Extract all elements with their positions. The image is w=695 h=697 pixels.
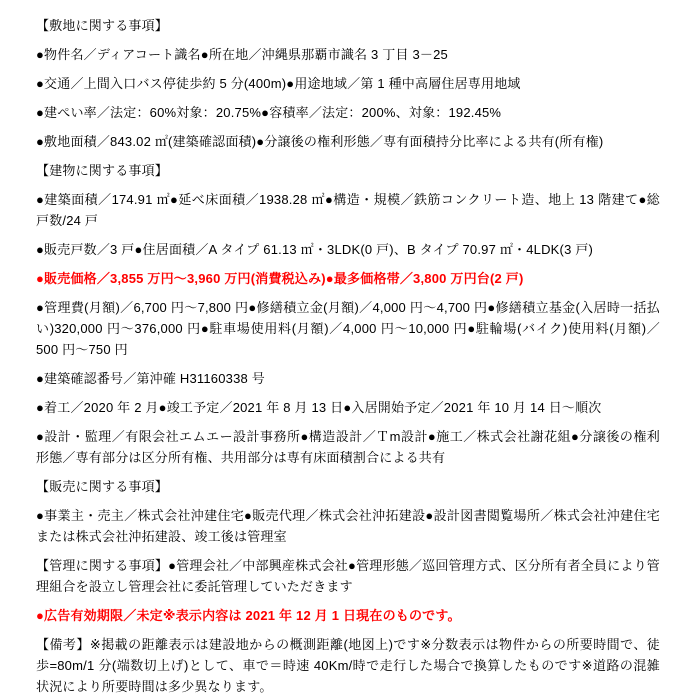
line-design-construction-rights: ●設計・監理／有限会社エムエー設計事務所●構造設計／Ｔm設計●施工／株式会社謝花組●分譲後の権利形態／専有部分は区分所有権、共用部分は専有床面積割合による共有: [36, 429, 660, 465]
line-sales-price: ●販売価格／3,855 万円～3,960 万円(消費税込み)●最多価格帯／3,800 万円台(2 戸): [36, 271, 524, 286]
line-ad-validity: ●広告有効期限／未定※表示内容は 2021 年 12 月 1 日現在のものです。: [36, 608, 461, 623]
line-coverage-floor-ratio: ●建ぺい率／法定：60%対象：20.75%●容積率／法定：200%、対象：192.45%: [36, 105, 502, 120]
line-construction-schedule: ●着工／2020 年 2 月●竣工予定／2021 年 8 月 13 日●入居開始予定／2021 年 10 月 14 日～順次: [36, 400, 602, 415]
line-site-area-rights: ●敷地面積／843.02 ㎡(建築確認面積)●分譲後の権利形態／専有面積持分比率による共有(所有権): [36, 134, 604, 149]
section-heading-site: 【敷地に関する事項】: [36, 18, 169, 33]
line-transport-zoning: ●交通／上間入口バス停徒歩約 5 分(400m)●用途地域／第 1 種中高層住居専用地域: [36, 76, 521, 91]
line-management-company: 【管理に関する事項】●管理会社／中部興産株式会社●管理形態／巡回管理方式、区分所有者全員により管理組合を設立し管理会社に委託管理していただきます: [36, 558, 660, 594]
line-units-floor-plans: ●販売戸数／3 戸●住居面積／A タイプ 61.13 ㎡・3LDK(0 戸)、B タイプ 70.97 ㎡・4LDK(3 戸): [36, 242, 594, 257]
line-management-fees: ●管理費(月額)／6,700 円～7,800 円●修繕積立金(月額)／4,000 円～4,700 円●修繕積立基金(入居時一括払い)320,000 円～376,000 円●駐車場使用料(月額)／4,000 円～10,000 円●駐輪場(バイク)使用料(月額)／500 円～750 円: [36, 300, 660, 357]
line-building-confirmation-number: ●建築確認番号／第沖確 H31160338 号: [36, 371, 265, 386]
line-seller-agent-documents: ●事業主・売主／株式会社沖建住宅●販売代理／株式会社沖拓建設●設計図書閲覧場所／株式会社沖建住宅または株式会社沖拓建設、竣工後は管理室: [36, 508, 660, 544]
line-building-area-structure: ●建築面積／174.91 ㎡●延べ床面積／1938.28 ㎡●構造・規模／鉄筋コンクリート造、地上 13 階建て●総戸数/24 戸: [36, 192, 660, 228]
line-remarks: 【備考】※掲載の距離表示は建設地からの概測距離(地図上)です※分数表示は物件からの所要時間で、徒歩=80m/1 分(端数切上げ)として、車で＝時速 40Km/時で走行した場合で換算したものです※道路の混雑状況により所要時間は多少異なります。: [36, 637, 660, 694]
section-heading-building: 【建物に関する事項】: [36, 163, 169, 178]
section-heading-sales: 【販売に関する事項】: [36, 479, 169, 494]
line-property-name-location: ●物件名／ディアコート識名●所在地／沖縄県那覇市識名 3 丁目 3－25: [36, 47, 448, 62]
